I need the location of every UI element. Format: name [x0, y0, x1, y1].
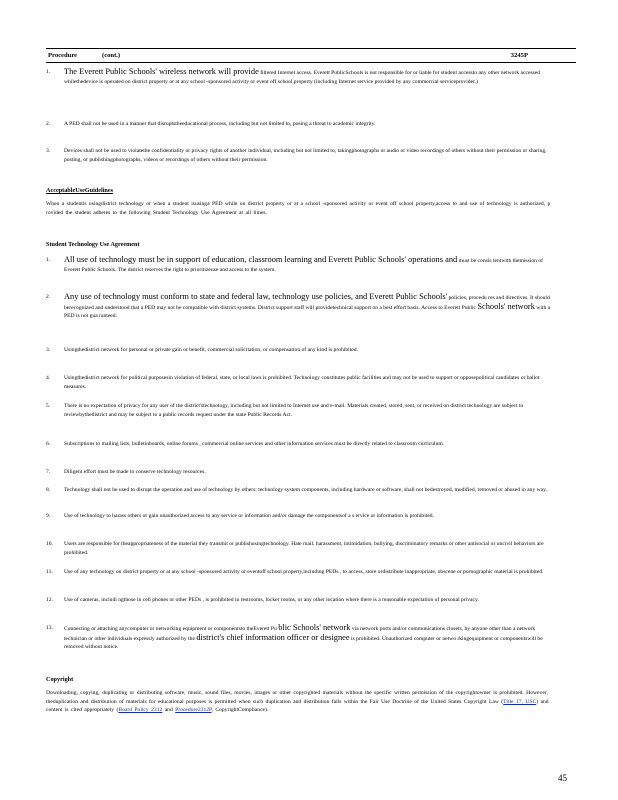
item-number: 8. — [46, 487, 51, 493]
item-number: 2. — [46, 121, 51, 127]
item-text: Use of technology to harass others or gain unauthorized access to any service or information and/or damage the componentsof a s ervice or information is prohibited. — [64, 513, 435, 519]
item-number: 1. — [46, 257, 51, 263]
copyright-heading: Copyright — [46, 676, 74, 683]
page-header — [46, 48, 576, 63]
item-text: There is no expectation of privacy for any user of the district'stechnology, including but not limited to Internet use and e-mail. Materials created, stored, sent, or received on district technology are subject to reviewbythedistrict and may be subject to a public records request under the state Public Records Act. — [64, 403, 524, 418]
item-text: Use of cameras, includi ngthose in cell phones or other PEDs , is prohibited in restrooms, locker rooms, or any other location where there is a reasonable expectation of personal privacy. — [64, 597, 479, 603]
item-text: Any use of technology must conform to state and federal law, technology use policies, and Everett Public Schools' policies, procedu res and directives. It should berecognized and understood that a PED may not be compatible with district systems. District support staff will providetechnical support on a best effort basis. Access to Everett Public Schools' network with a PED is not gua ranteed. — [64, 292, 551, 320]
item-number: 6. — [46, 441, 51, 447]
item-number: 12. — [46, 597, 53, 603]
item-text: All use of technology must be in support of education, classroom learning and Everett Public Schools' operations and must be consis tentwith themission of Everett Public Schools. The district reserves the right to prioritizeuse and access to the system. — [64, 255, 543, 273]
procedure-label: Procedure — [48, 52, 78, 59]
item-text: Usingthedistrict network for political purposesin violation of federal, state, or local laws is prohibited. Technology constitutes public facilities and may not be used to support or opposepolitical candidates or ballot measures. — [64, 375, 540, 390]
procedure-link[interactable]: Procedure2312P — [175, 707, 212, 714]
item-text: The Everett Public Schools' wireless network will provide filtered Internet access. Everett PublicSchools is not responsible for or liable for student accessto any other network accessed whilethedevice is operated on district property or at any school -sponsored activity or event off school property (including Internet service provided by any commercial serviceprovider.) — [64, 67, 541, 85]
item-number: 3. — [46, 347, 51, 353]
title-17-link[interactable]: Title 17, USC — [503, 698, 537, 705]
item-text: A PED shall not be used in a manner that disruptstheeducational process, including but not limited to, posing a threat to academic integrity. — [64, 121, 376, 127]
item-text: Subscriptions to mailing lists, bulletinboards, online forums , commercial online services and other information services must be directly related to classroom curriculum. — [64, 441, 445, 447]
item-text: Users are responsible for theappropriateness of the material they transmit or publishusingtechnology. Hate mail, harassment, intimidation, bullying, discriminatory remarks or other antisocial or uncivil behaviors are prohibited. — [64, 541, 544, 556]
acceptable-use-heading: AcceptableUseGuidelines — [46, 187, 114, 194]
agreement-heading: Student Technology Use Agreement — [46, 241, 140, 248]
item-text: Devices shall not be used to violatethe confidentiality or privacy rights of another individual, including but not limited to, takingphotographs or audio or video recordings of others without their permission or sharing, posting, or publishingphotographs, videos or recordings of others without their permission. — [64, 148, 547, 163]
item-number: 13. — [46, 625, 53, 631]
item-number: 2. — [46, 294, 51, 300]
item-text: Usingthedistrict network for personal or private gain or benefit, commercial solicitation, or compensation of any kind is prohibited. — [64, 347, 358, 353]
item-number: 1. — [46, 69, 51, 75]
item-number: 3. — [46, 148, 51, 154]
cont-label: (cont.) — [102, 52, 121, 59]
item-number: 9. — [46, 513, 51, 519]
procedure-code: 3245P — [510, 52, 528, 59]
item-text: Technology shall not be used to disrupt the operation and use of technology by others; technology system components, including hardware or software, shall not bedestroyed, modified, removed or abused in any way. — [64, 487, 547, 493]
item-number: 10. — [46, 541, 53, 547]
item-number: 5. — [46, 403, 51, 409]
item-text: Diligent effort must be made to conserve technology resources. — [64, 469, 206, 475]
copyright-paragraph: Downloading, copying, duplicating or distributing software, music, sound files, movies, images or other copyrighted materials without the specific written permission of the copyrightowner is prohibited. However, theduplication and distribution of materials for educational purposes is permitted when such duplication and distribution falls within the Fair Use Doctrine of the United States Copyright Law (Title 17, USC) and content is cited appropriately (Board Policy 2312 and Procedure2312P, CopyrightCompliance). — [46, 690, 551, 714]
page-number: 45 — [558, 773, 567, 783]
item-text: Connecting or attaching anycomputer or networking equipment or componentsto theEverett Pu blic Schools' network via network ports and/or communications closets, by anyone other than a network technician or other individuals expressly authorized by the district's chief information officer or designee is prohibited. Unauthorized computer or netwo rkingequipment or componentswill be removed without notice. — [64, 623, 543, 651]
item-number: 4. — [46, 375, 51, 381]
item-text: Use of any technology on district property or at any school -sponsored activity or eventoff school property,including PEDs , to access, store ordistribute inappropriate, obscene or pornographic material is prohibited. — [64, 569, 544, 575]
board-policy-link[interactable]: Board Policy 2312 — [118, 707, 163, 714]
item-number: 7. — [46, 469, 51, 475]
acceptable-use-paragraph: When a studentis usingdistrict technology or when a student isusinga PED while on district property or at a school -sponsored activity or event off school property,access to and use of technology is authorized, p rovided the student adheres to the following Student Technology Use Agreement at all times. — [46, 201, 553, 216]
item-number: 11. — [46, 569, 53, 575]
